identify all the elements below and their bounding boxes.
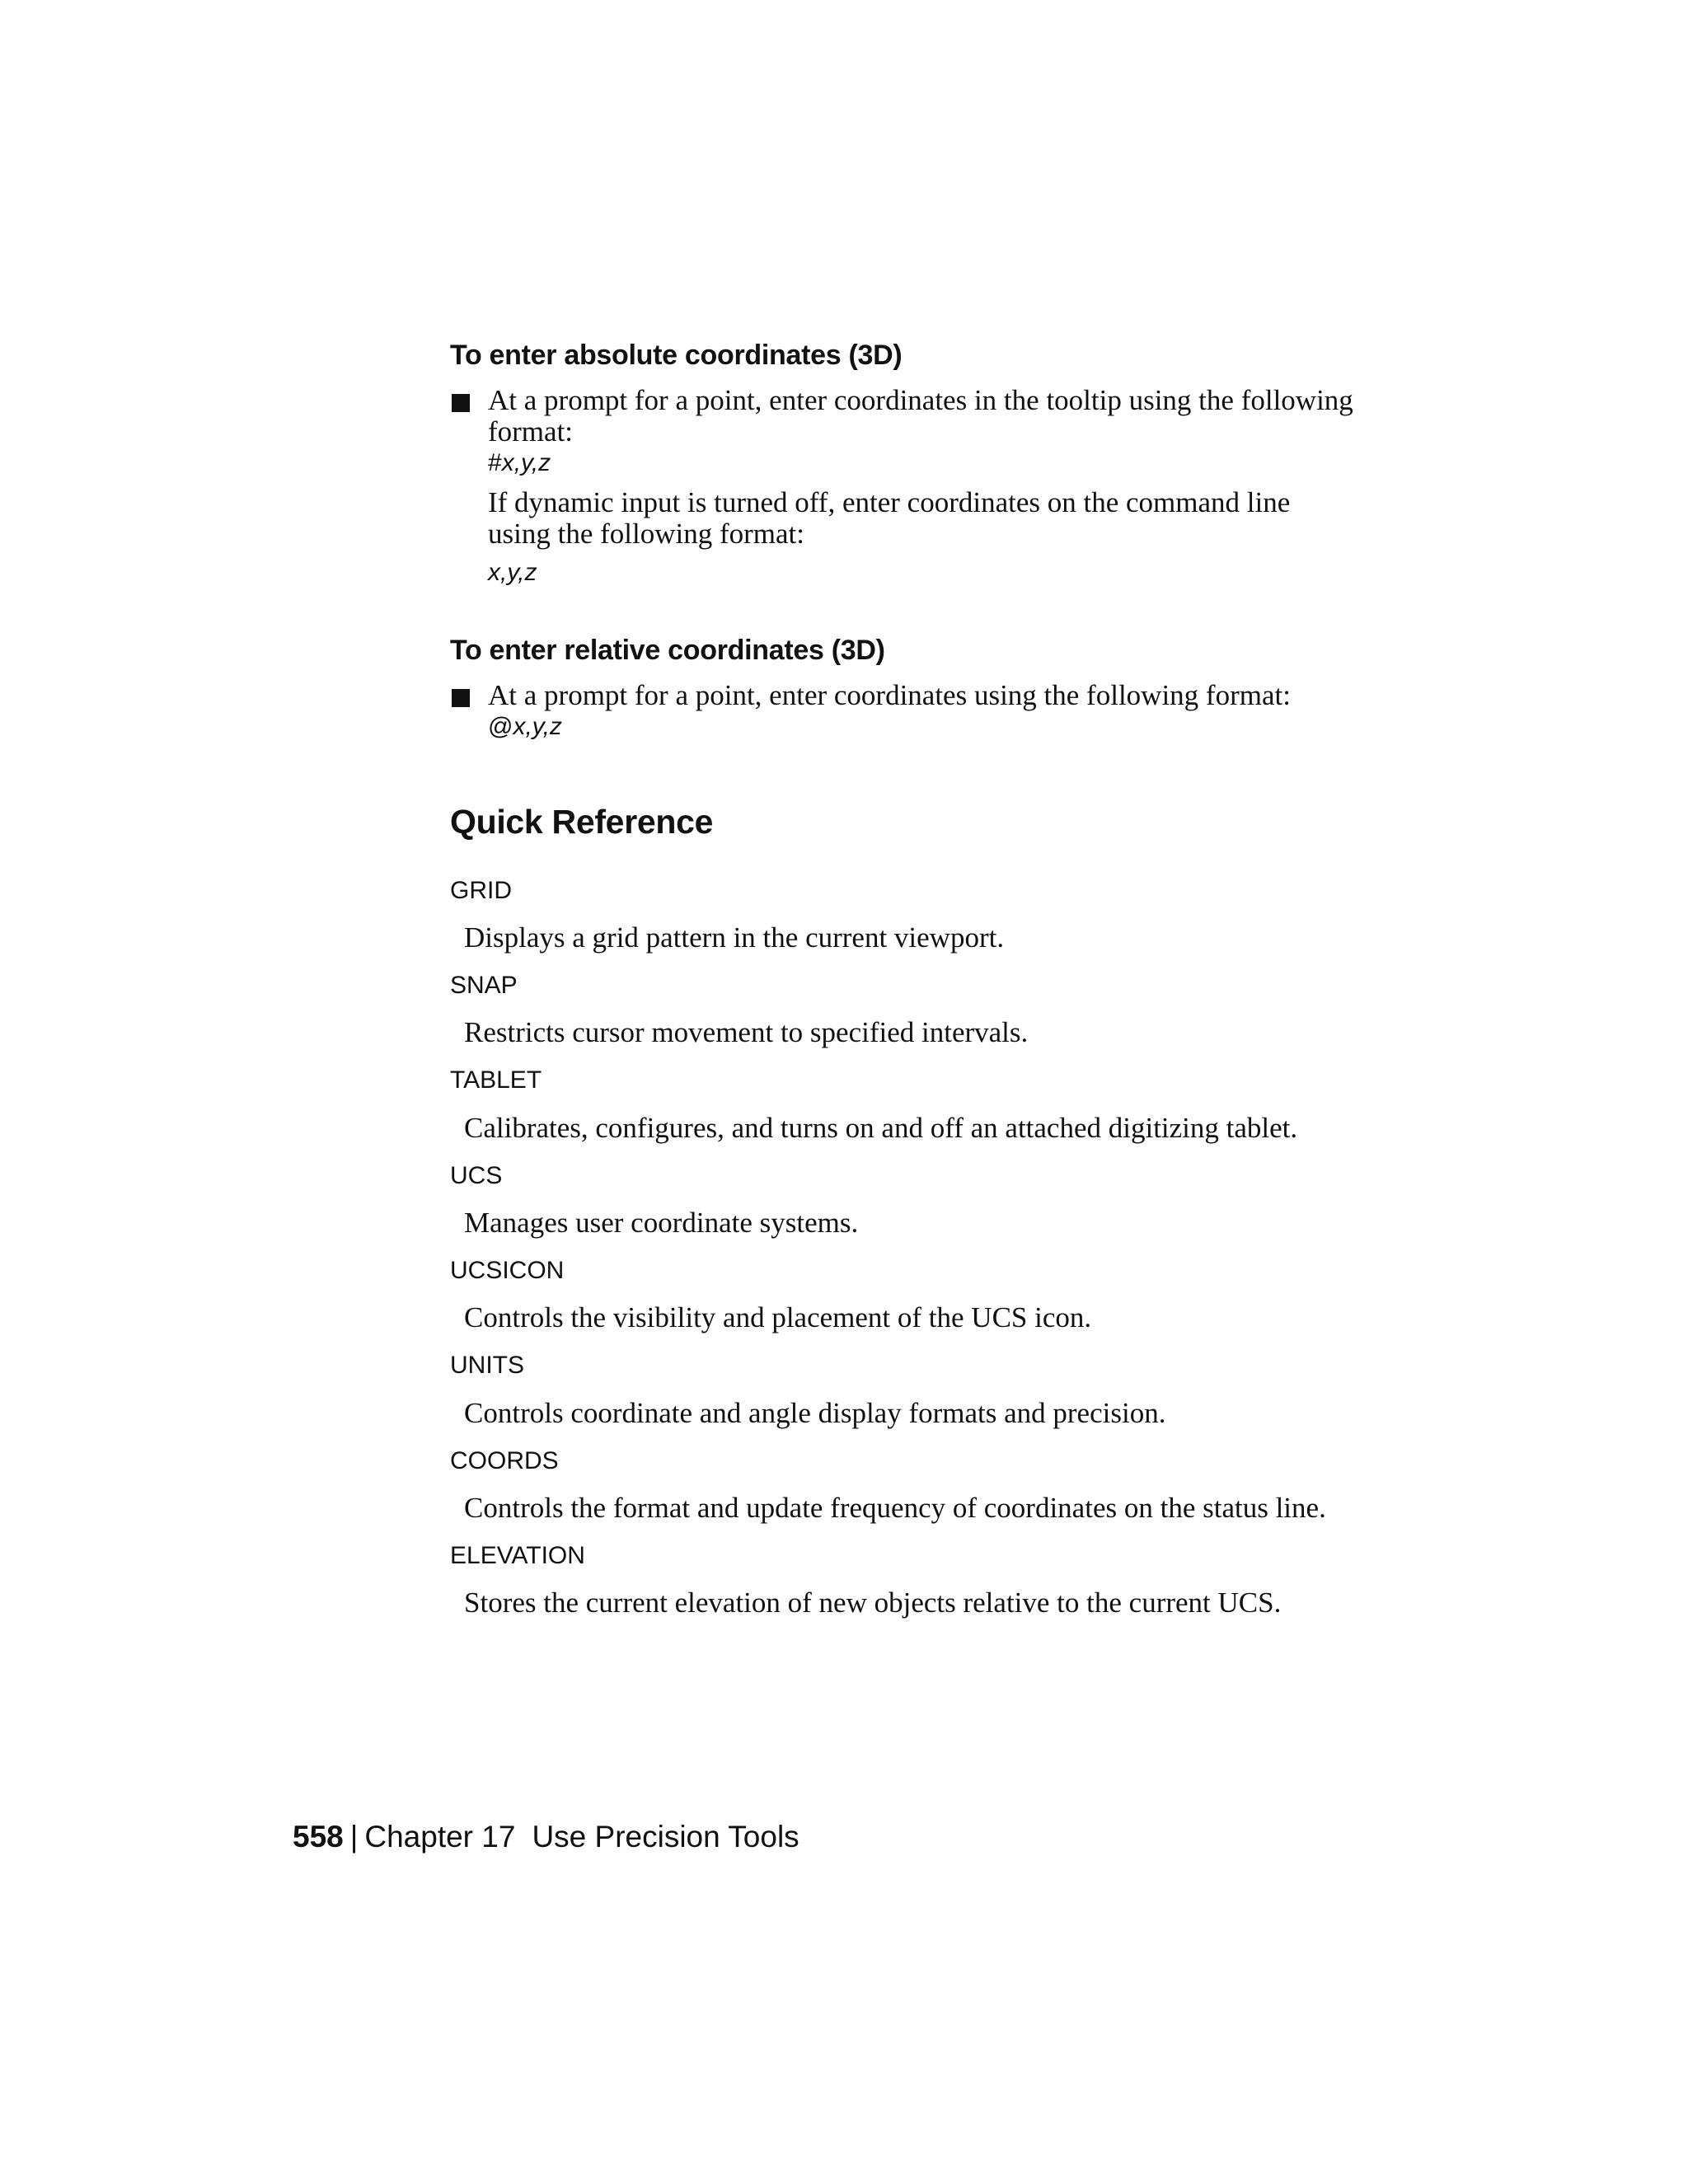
- procedure-heading-absolute: To enter absolute coordinates (3D): [450, 340, 903, 371]
- command-name[interactable]: ELEVATION: [450, 1542, 585, 1569]
- command-description: Controls the format and update frequency of coordinates on the status line.: [464, 1492, 1326, 1524]
- command-name[interactable]: TABLET: [450, 1066, 542, 1094]
- page-number: 558: [293, 1820, 344, 1854]
- command-name[interactable]: COORDS: [450, 1447, 559, 1474]
- command-description: Controls the visibility and placement of the UCS icon.: [464, 1301, 1092, 1333]
- command-description: Restricts cursor movement to specified intervals.: [464, 1016, 1029, 1048]
- command-description: Stores the current elevation of new objects relative to the current UCS.: [464, 1586, 1282, 1619]
- abs-bullet-text-line2: format:: [488, 415, 574, 448]
- format-variables: x,y,z: [501, 449, 551, 476]
- procedure-heading-relative: To enter relative coordinates (3D): [450, 635, 885, 666]
- abs-note-line1: If dynamic input is turned off, enter coordinates on the command line: [488, 486, 1291, 518]
- format-variables: x,y,z: [488, 559, 537, 586]
- abs-format-syntax: [488, 449, 551, 477]
- command-description: Controls coordinate and angle display formats and precision.: [464, 1397, 1166, 1429]
- quick-reference-title: Quick Reference: [450, 803, 714, 841]
- rel-bullet-text-line1: At a prompt for a point, enter coordinates using the following format:: [488, 679, 1291, 711]
- footer-separator: |: [349, 1820, 359, 1854]
- chapter-title: Use Precision Tools: [532, 1820, 799, 1854]
- chapter-label: Chapter 17: [364, 1820, 516, 1854]
- command-description: Displays a grid pattern in the current viewport.: [464, 921, 1005, 954]
- format-variables: x,y,z: [513, 713, 562, 740]
- format-prefix: #: [488, 449, 502, 476]
- command-name[interactable]: UNITS: [450, 1352, 524, 1379]
- command-name[interactable]: UCS: [450, 1162, 503, 1189]
- format-prefix: @: [488, 713, 513, 740]
- command-name[interactable]: SNAP: [450, 972, 518, 999]
- rel-format-syntax: [488, 713, 562, 741]
- command-description: Calibrates, configures, and turns on and off an attached digitizing tablet.: [464, 1112, 1298, 1144]
- page-footer: [293, 1820, 799, 1854]
- command-name[interactable]: UCSICON: [450, 1257, 565, 1284]
- abs-format-syntax-command-line: [488, 559, 537, 587]
- command-name[interactable]: GRID: [450, 877, 512, 904]
- command-description: Manages user coordinate systems.: [464, 1207, 859, 1239]
- bullet-square-icon: [452, 394, 470, 412]
- abs-note-line2: using the following format:: [488, 518, 804, 550]
- abs-bullet-text-line1: At a prompt for a point, enter coordinates in the tooltip using the following: [488, 384, 1353, 416]
- bullet-square-icon: [452, 689, 470, 707]
